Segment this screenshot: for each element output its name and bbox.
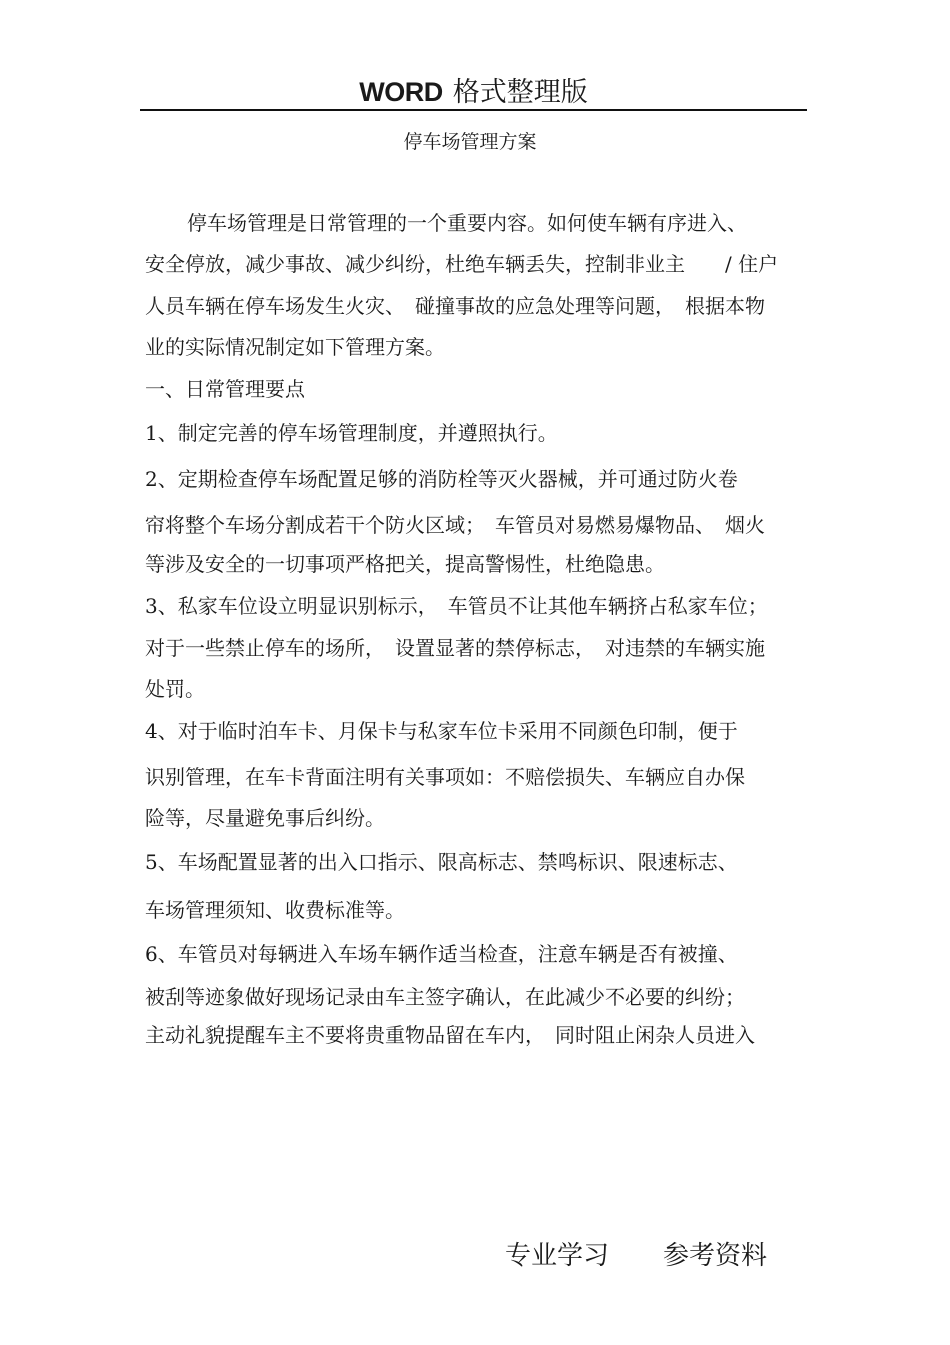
- paragraph-line: 人员车辆在停车场发生火灾、 碰撞事故的应急处理等问题， 根据本物: [145, 294, 765, 318]
- list-item: 1、制定完善的停车场管理制度，并遵照执行。: [145, 421, 558, 445]
- footer-right-label: 参考资料: [663, 1241, 768, 1271]
- list-item: 5、车场配置显著的出入口指示、限高标志、禁鸣标识、限速标志、: [145, 850, 738, 874]
- footer-left-label: 专业学习: [505, 1241, 610, 1271]
- header-format-label: 格式整理版: [452, 77, 588, 108]
- page-header: [140, 74, 807, 110]
- header-divider: [140, 109, 807, 111]
- paragraph-line: 安全停放，减少事故、减少纠纷，杜绝车辆丢失，控制非业主 / 住户: [145, 252, 779, 276]
- list-item-line: 主动礼貌提醒车主不要将贵重物品留在车内， 同时阻止闲杂人员进入: [145, 1023, 755, 1047]
- list-item-line: 识别管理，在车卡背面注明有关事项如：不赔偿损失、车辆应自办保: [145, 765, 745, 789]
- list-item-line: 处罚。: [145, 677, 205, 701]
- list-item-line: 帘将整个车场分割成若干个防火区域； 车管员对易燃易爆物品、 烟火: [145, 513, 765, 537]
- list-item: 4、对于临时泊车卡、月保卡与私家车位卡采用不同颜色印制，便于: [145, 719, 738, 743]
- list-item-line: 被刮等迹象做好现场记录由车主签字确认，在此减少不必要的纠纷；: [145, 985, 745, 1009]
- list-item: 3、私家车位设立明显识别标示， 车管员不让其他车辆挤占私家车位；: [145, 594, 768, 618]
- list-item: 2、定期检查停车场配置足够的消防栓等灭火器械，并可通过防火卷: [145, 467, 738, 491]
- paragraph-line: 业的实际情况制定如下管理方案。: [145, 335, 445, 359]
- list-item-line: 险等，尽量避免事后纠纷。: [145, 806, 385, 830]
- list-item-line: 车场管理须知、收费标准等。: [145, 898, 405, 922]
- document-title: 停车场管理方案: [403, 131, 537, 153]
- section-heading: 一、日常管理要点: [145, 377, 305, 401]
- header-word-label: WORD: [359, 77, 443, 107]
- list-item-line: 对于一些禁止停车的场所， 设置显著的禁停标志， 对违禁的车辆实施: [145, 636, 765, 660]
- list-item: 6、车管员对每辆进入车场车辆作适当检查，注意车辆是否有被撞、: [145, 942, 738, 966]
- paragraph-line: 停车场管理是日常管理的一个重要内容。如何使车辆有序进入、: [187, 211, 747, 235]
- list-item-line: 等涉及安全的一切事项严格把关，提高警惕性，杜绝隐患。: [145, 552, 665, 576]
